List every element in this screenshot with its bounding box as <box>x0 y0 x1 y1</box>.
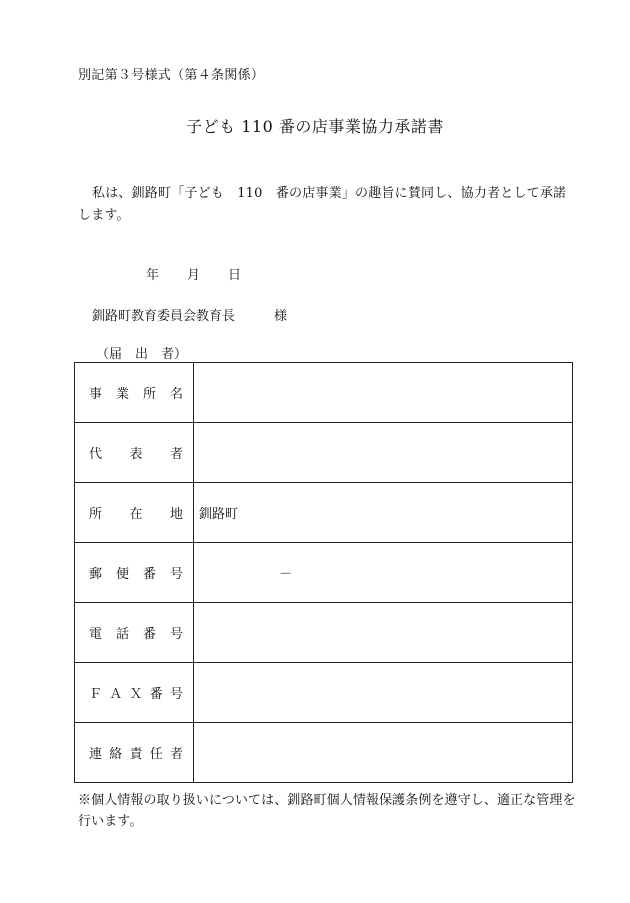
representative-field[interactable] <box>194 423 573 483</box>
label-char: 者 <box>169 747 183 762</box>
submitter-label: （届 出 者） <box>96 347 188 362</box>
business-name-label <box>89 383 183 402</box>
table-row <box>75 543 573 603</box>
label-char: 者 <box>169 447 183 462</box>
phone-number-field[interactable] <box>194 603 573 663</box>
label-char: 所 <box>142 387 156 402</box>
table-row <box>75 363 573 423</box>
postal-code-label-cell <box>75 543 194 603</box>
label-char: 番 <box>142 627 156 642</box>
date-month-label: 月 <box>187 268 201 283</box>
phone-number-label <box>89 623 183 642</box>
table-row <box>75 723 573 783</box>
contact-person-label-cell <box>75 723 194 783</box>
fax-number-label <box>89 683 183 702</box>
representative-label-cell <box>75 423 194 483</box>
label-char: 事 <box>89 387 103 402</box>
label-char: 表 <box>129 447 143 462</box>
label-char: 号 <box>169 687 183 702</box>
address-label <box>89 503 183 522</box>
label-char: Ｆ <box>89 687 103 702</box>
label-char: 名 <box>169 387 183 402</box>
label-char: 号 <box>169 567 183 582</box>
postal-code-field[interactable] <box>194 543 573 603</box>
label-char: 絡 <box>109 747 123 762</box>
label-char: 番 <box>142 567 156 582</box>
label-char: Ｘ <box>129 687 143 702</box>
label-char: 話 <box>115 627 129 642</box>
fax-number-label-cell <box>75 663 194 723</box>
consent-statement: 私は、釧路町「子ども 110 番の店事業」の趣旨に賛同し、協力者として承諾します。 <box>78 186 567 223</box>
address-field[interactable] <box>194 483 573 543</box>
label-char: 地 <box>169 507 183 522</box>
contact-person-field[interactable] <box>194 723 573 783</box>
contact-person-label <box>89 743 183 762</box>
label-char: 代 <box>89 447 103 462</box>
label-char: 所 <box>89 507 103 522</box>
postal-code-label <box>89 563 183 582</box>
label-char: 在 <box>129 507 143 522</box>
label-char: 電 <box>89 627 103 642</box>
label-char: 責 <box>129 747 143 762</box>
table-row <box>75 603 573 663</box>
document-title: 子ども 110 番の店事業協力承諾書 <box>186 117 444 136</box>
address-value: 釧路町 <box>199 507 239 522</box>
business-name-label-cell <box>75 363 194 423</box>
date-year-label: 年 <box>146 268 160 283</box>
form-number-label: 別記第３号様式（第４条関係） <box>78 68 265 83</box>
fax-number-field[interactable] <box>194 663 573 723</box>
label-char: 任 <box>149 747 163 762</box>
postal-code-value: － <box>279 567 293 582</box>
date-day-label: 日 <box>228 268 242 283</box>
privacy-note: ※個人情報の取り扱いについては、釧路町個人情報保護条例を遵守し、適正な管理を行います。 <box>78 793 576 829</box>
table-row <box>75 423 573 483</box>
label-char: 番 <box>149 687 163 702</box>
label-char: Ａ <box>109 687 123 702</box>
label-char: 業 <box>115 387 129 402</box>
table-row <box>75 663 573 723</box>
label-char: 便 <box>115 567 129 582</box>
table-row <box>75 483 573 543</box>
business-name-field[interactable] <box>194 363 573 423</box>
phone-number-label-cell <box>75 603 194 663</box>
submitter-info-table <box>74 362 573 783</box>
label-char: 号 <box>169 627 183 642</box>
addressee: 釧路町教育委員会教育長 様 <box>92 309 288 324</box>
address-label-cell <box>75 483 194 543</box>
label-char: 郵 <box>89 567 103 582</box>
label-char: 連 <box>89 747 103 762</box>
representative-label <box>89 443 183 462</box>
